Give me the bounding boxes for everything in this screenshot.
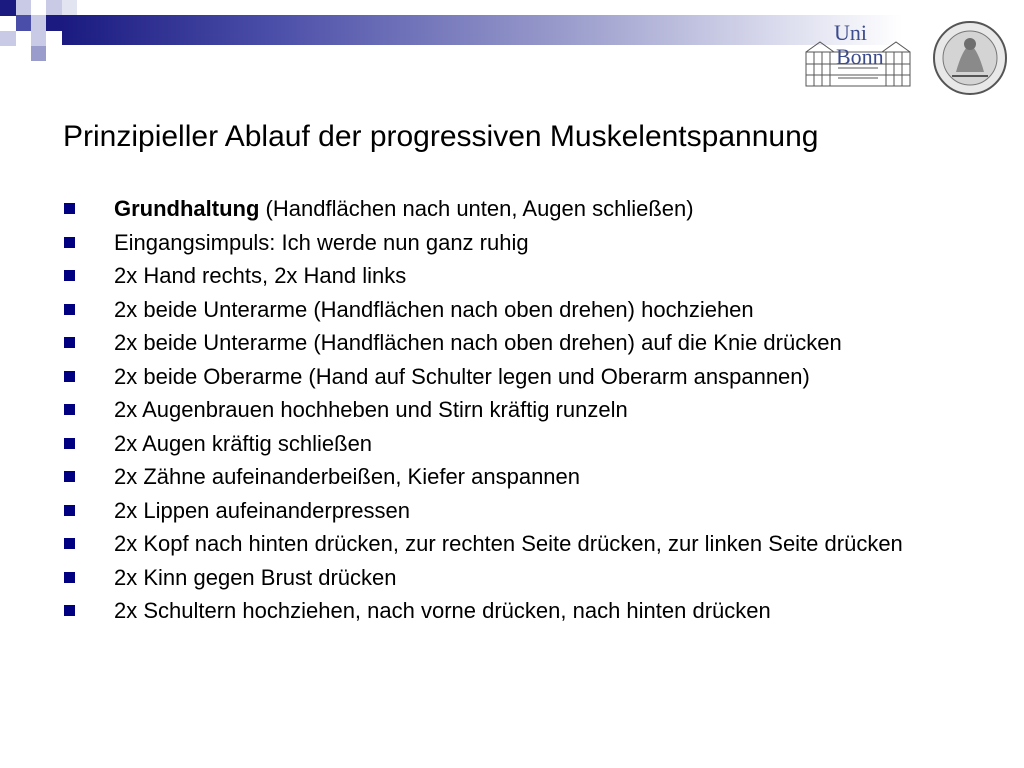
bullet-text: 2x Kinn gegen Brust drücken: [114, 564, 397, 590]
list-item: [64, 396, 964, 423]
slide-title: Prinzipieller Ablauf der progressiven Muskelentspannung: [63, 120, 819, 153]
uni-bonn-logo: [800, 18, 916, 90]
svg-text:Uni: Uni: [834, 20, 867, 45]
header-square-decoration: [0, 0, 16, 16]
header-square-decoration: [46, 15, 62, 31]
bullet-list: [64, 195, 964, 631]
bullet-square-icon: [64, 337, 75, 348]
list-item: [64, 329, 964, 356]
bullet-bold-text: Grundhaltung: [114, 196, 260, 221]
header-square-decoration: [31, 46, 46, 61]
bullet-square-icon: [64, 371, 75, 382]
list-item: [64, 463, 964, 490]
bullet-text: 2x Lippen aufeinanderpressen: [114, 497, 411, 523]
list-item: [64, 296, 964, 323]
list-item: [64, 430, 964, 457]
bullet-square-icon: [64, 438, 75, 449]
bullet-text: 2x beide Unterarme (Handflächen nach oben drehen) auf die Knie drücken: [114, 330, 842, 355]
bullet-text: (Handflächen nach unten, Augen schließen): [259, 196, 694, 221]
bullet-text: 2x beide Unterarme (Handflächen nach oben drehen) hochziehen: [114, 296, 754, 322]
list-item: [64, 195, 964, 222]
header-square-decoration: [31, 31, 46, 46]
bullet-text: 2x beide Oberarme (Hand auf Schulter legen und Oberarm anspannen): [114, 363, 810, 389]
list-item: [64, 530, 964, 557]
bullet-square-icon: [64, 404, 75, 415]
bullet-square-icon: [64, 304, 75, 315]
bullet-square-icon: [64, 270, 75, 281]
bullet-text: 2x Hand rechts, 2x Hand links: [114, 263, 407, 288]
bullet-square-icon: [64, 505, 75, 516]
university-seal-logo: [932, 20, 1008, 96]
list-item: [64, 262, 964, 289]
list-item: [64, 497, 964, 524]
bullet-square-icon: [64, 538, 75, 549]
bullet-text: 2x Augenbrauen hochheben und Stirn kräftig runzeln: [114, 397, 628, 422]
bullet-square-icon: [64, 572, 75, 583]
header-square-decoration: [16, 0, 31, 15]
bullet-square-icon: [64, 203, 75, 214]
bullet-text: 2x Augen kräftig schließen: [114, 430, 373, 456]
list-item: [64, 597, 964, 624]
header-square-decoration: [31, 15, 46, 31]
bullet-text: Eingangsimpuls: Ich werde nun ganz ruhig: [114, 229, 529, 255]
list-item: [64, 564, 964, 591]
bullet-text: 2x Schultern hochziehen, nach vorne drücken, nach hinten drücken: [114, 598, 771, 623]
header-square-decoration: [62, 0, 77, 15]
header-gradient-bar: [62, 15, 902, 45]
svg-text:Bonn: Bonn: [836, 44, 884, 69]
bullet-text: 2x Kopf nach hinten drücken, zur rechten Seite drücken, zur linken Seite drücken: [114, 531, 903, 556]
list-item: [64, 363, 964, 390]
bullet-square-icon: [64, 471, 75, 482]
bullet-square-icon: [64, 605, 75, 616]
bullet-square-icon: [64, 237, 75, 248]
header-square-decoration: [0, 31, 16, 46]
header-square-decoration: [46, 0, 62, 15]
header-square-decoration: [16, 15, 31, 31]
list-item: [64, 229, 964, 256]
bullet-text: 2x Zähne aufeinanderbeißen, Kiefer anspannen: [114, 464, 581, 489]
